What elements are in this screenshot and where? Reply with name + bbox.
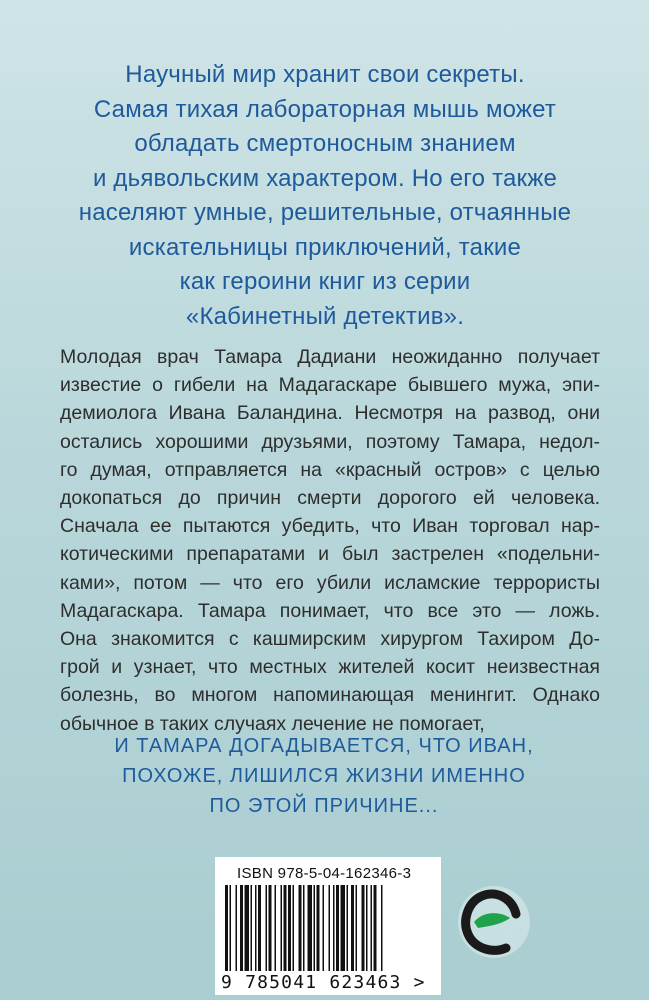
synopsis-line: остались хорошими друзьями, поэтому Тамара, недол-: [60, 430, 600, 453]
synopsis-line: докопаться до причин смерти дорогого ей человека.: [60, 487, 600, 510]
synopsis-line: демиолога Ивана Баландина. Несмотря на развод, они: [60, 402, 600, 425]
intro-line: искательницы приключений, такие: [128, 233, 522, 261]
synopsis-line: известие о гибели на Мадагаскаре бывшего мужа, эпи-: [60, 374, 600, 397]
synopsis-line: Она знакомится с кашмирским хирургом Тахиром До-: [60, 628, 600, 651]
intro-line: обладать смертоносным знанием: [134, 130, 516, 157]
barcode-bars: [225, 885, 431, 971]
tagline-line: ПОХОЖЕ, ЛИШИЛСЯ ЖИЗНИ ИМЕННО: [122, 765, 526, 787]
synopsis-line: Мадагаскара. Тамара понимает, что все это — ложь.: [60, 599, 600, 622]
intro-line: населяют умные, решительные, отчаянные: [78, 199, 572, 226]
intro-line: и дьявольским характером. Но его также: [92, 164, 558, 192]
synopsis-line: го думая, отправляется на «красный остров» с целью: [60, 458, 600, 481]
tagline-line: ПО ЭТОЙ ПРИЧИНЕ...: [209, 795, 439, 817]
intro-paragraph: [60, 58, 590, 334]
tagline-line: И ТАМАРА ДОГАДЫВАЕТСЯ, ЧТО ИВАН,: [114, 735, 534, 757]
intro-line: «Кабинетный детектив».: [185, 302, 465, 330]
intro-line: как героини книг из серии: [179, 268, 471, 295]
intro-line: Научный мир хранит свои секреты.: [125, 61, 525, 88]
tagline: [60, 731, 588, 821]
synopsis-line: грой и узнает, что местных жителей косит неизвестная: [60, 656, 600, 679]
synopsis-paragraph: [60, 343, 600, 738]
synopsis-line: болезнь, во многом напоминающая менингит. Однако: [60, 684, 600, 707]
isbn-label: ISBN 978-5-04-162346-3: [237, 865, 412, 882]
barcode-digits: 9 785041 623463 >: [221, 972, 426, 993]
eksmo-logo-icon: [454, 882, 534, 962]
synopsis-line: котическими препаратами и был застрелен «подельни-: [60, 543, 600, 566]
intro-line: Самая тихая лабораторная мышь может: [93, 95, 557, 123]
synopsis-line: ками», потом — что его убили исламские террористы: [60, 571, 600, 594]
synopsis-line: обычное в таких случаях лечение не помогает,: [60, 712, 485, 735]
synopsis-line: Сначала ее пытаются убедить, что Иван торговал нар-: [60, 515, 600, 538]
synopsis-line: Молодая врач Тамара Дадиани неожиданно получает: [60, 346, 600, 368]
isbn-barcode: [215, 857, 441, 995]
